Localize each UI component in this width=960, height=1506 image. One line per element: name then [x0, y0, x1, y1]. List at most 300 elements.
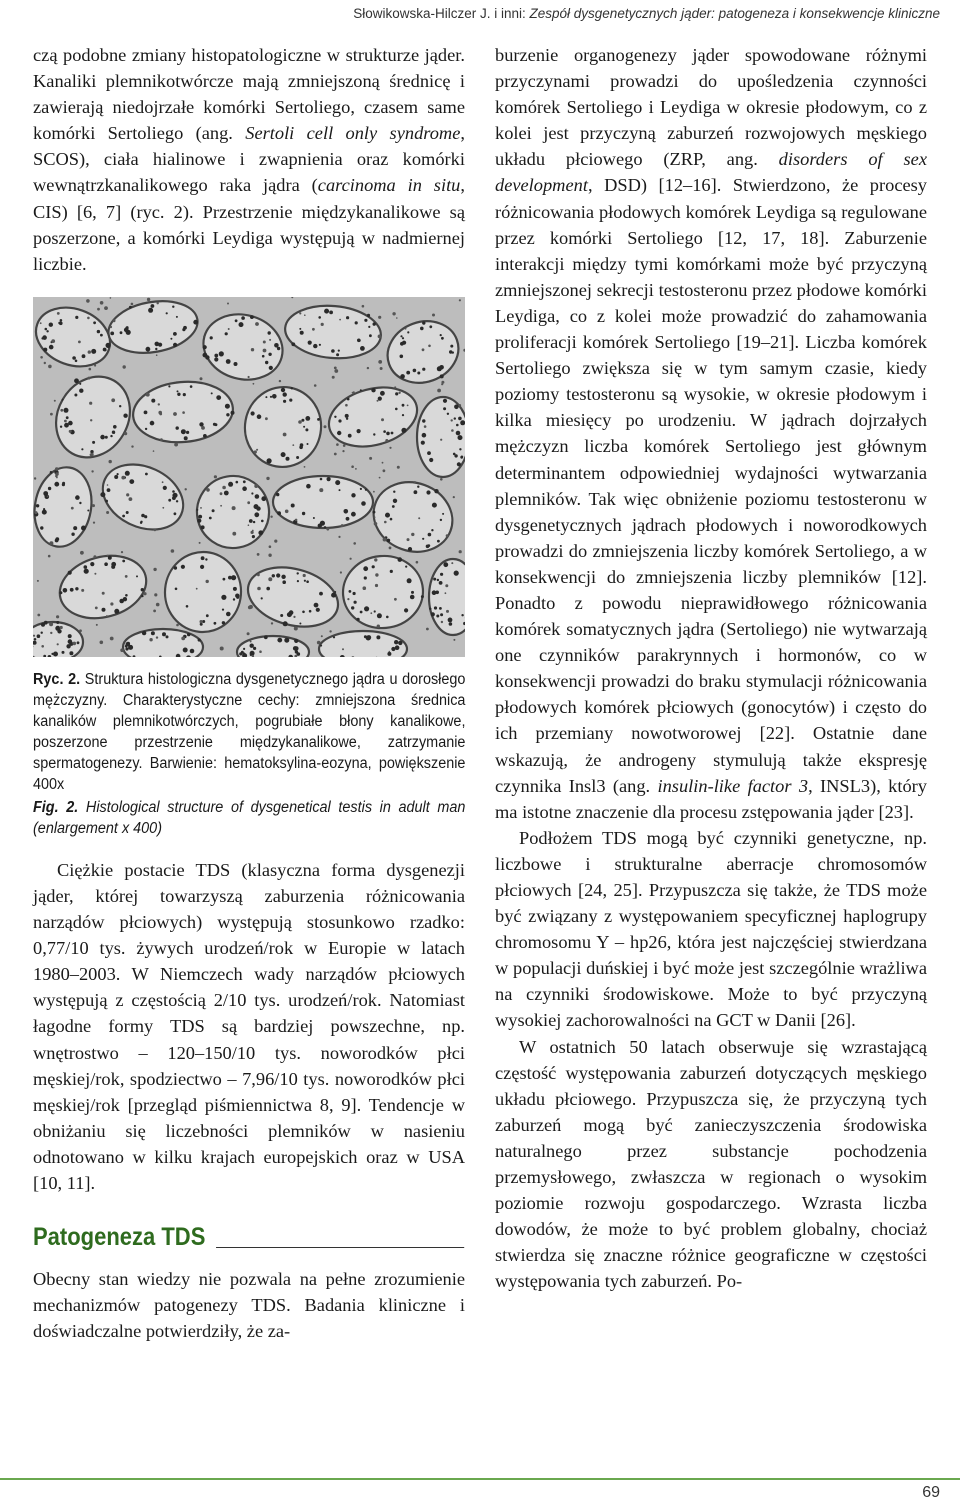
stroma-dot: [453, 639, 455, 641]
nucleus-dot: [200, 565, 204, 569]
nucleus-dot: [216, 395, 221, 400]
stroma-dot: [383, 537, 387, 541]
stroma-dot: [389, 546, 392, 549]
nucleus-dot: [198, 638, 201, 641]
nucleus-dot: [205, 355, 209, 359]
nucleus-dot: [360, 488, 362, 490]
nucleus-dot: [318, 316, 321, 319]
nucleus-dot: [199, 422, 203, 426]
nucleus-dot: [233, 598, 235, 600]
stroma-dot: [91, 470, 93, 472]
stroma-dot: [378, 316, 381, 319]
nucleus-dot: [428, 533, 432, 537]
nucleus-dot: [368, 326, 370, 328]
stroma-dot: [283, 432, 287, 436]
stroma-dot: [125, 575, 128, 578]
stroma-dot: [206, 488, 210, 492]
stroma-dot: [162, 481, 164, 483]
nucleus-dot: [440, 334, 442, 336]
nucleus-dot: [426, 490, 430, 494]
stroma-dot: [407, 538, 410, 541]
nucleus-dot: [252, 535, 255, 538]
stroma-dot: [451, 419, 453, 421]
nucleus-dot: [266, 587, 270, 591]
nucleus-dot: [174, 566, 177, 569]
nucleus-dot: [420, 326, 424, 330]
stroma-dot: [266, 477, 269, 480]
nucleus-dot: [461, 614, 463, 616]
stroma-dot: [326, 528, 329, 531]
nucleus-dot: [196, 509, 198, 511]
stroma-dot: [220, 492, 223, 495]
stroma-dot: [254, 450, 257, 453]
stroma-dot: [121, 476, 125, 480]
nucleus-dot: [225, 404, 230, 409]
nucleus-dot: [454, 404, 459, 409]
nucleus-dot: [422, 433, 427, 438]
nucleus-dot: [433, 577, 436, 580]
nucleus-dot: [183, 326, 187, 330]
stroma-dot: [86, 299, 90, 303]
nucleus-dot: [176, 426, 179, 429]
nucleus-dot: [351, 512, 356, 517]
nucleus-dot: [92, 441, 95, 444]
nucleus-dot: [448, 617, 453, 622]
stroma-dot: [104, 306, 108, 310]
nucleus-dot: [450, 344, 453, 347]
stroma-dot: [334, 452, 337, 455]
nucleus-dot: [372, 565, 375, 568]
nucleus-dot: [119, 599, 124, 604]
stroma-dot: [411, 533, 414, 536]
running-head-title: Zespół dysgenetycznych jąder: patogeneza i konsekwencje kliniczne: [529, 6, 940, 21]
stroma-dot: [257, 573, 260, 576]
stroma-dot: [293, 616, 295, 618]
nucleus-dot: [66, 644, 70, 648]
stroma-dot: [446, 534, 449, 537]
stroma-dot: [124, 432, 127, 435]
nucleus-dot: [440, 374, 444, 378]
stroma-dot: [441, 621, 443, 623]
nucleus-dot: [42, 335, 47, 340]
nucleus-dot: [294, 646, 298, 650]
stroma-dot: [232, 506, 236, 510]
nucleus-dot: [71, 532, 74, 535]
nucleus-dot: [41, 623, 45, 627]
nucleus-dot: [125, 326, 128, 329]
nucleus-dot: [257, 414, 262, 419]
nucleus-dot: [333, 636, 335, 638]
stroma-dot: [317, 641, 321, 645]
nucleus-dot: [203, 434, 207, 438]
nucleus-dot: [357, 429, 361, 433]
nucleus-dot: [84, 568, 89, 573]
nucleus-dot: [100, 435, 105, 440]
stroma-dot: [106, 511, 109, 514]
stroma-dot: [203, 335, 205, 337]
stroma-dot: [247, 632, 250, 635]
stroma-dot: [110, 636, 114, 640]
stroma-dot: [220, 646, 224, 650]
nucleus-dot: [385, 512, 390, 517]
stroma-dot: [89, 368, 92, 371]
nucleus-dot: [49, 345, 54, 350]
nucleus-dot: [454, 417, 456, 419]
nucleus-dot: [201, 556, 205, 560]
stroma-dot: [156, 354, 158, 356]
nucleus-dot: [307, 443, 309, 445]
nucleus-dot: [284, 638, 289, 643]
stroma-dot: [389, 651, 391, 653]
nucleus-dot: [367, 314, 370, 317]
nucleus-dot: [437, 579, 439, 581]
stroma-dot: [100, 301, 104, 305]
nucleus-dot: [449, 622, 453, 626]
nucleus-dot: [270, 396, 272, 398]
nucleus-dot: [75, 587, 78, 590]
nucleus-dot: [110, 435, 112, 437]
nucleus-dot: [53, 651, 58, 656]
nucleus-dot: [261, 597, 263, 599]
nucleus-dot: [255, 494, 260, 499]
stroma-dot: [345, 404, 348, 407]
stroma-dot: [437, 388, 441, 392]
nucleus-dot: [250, 643, 254, 647]
nucleus-dot: [282, 580, 286, 584]
nucleus-dot: [331, 592, 336, 597]
nucleus-dot: [200, 623, 203, 626]
nucleus-dot: [243, 648, 245, 650]
stroma-dot: [49, 541, 53, 545]
nucleus-dot: [458, 416, 462, 420]
stroma-dot: [126, 493, 129, 496]
stroma-dot: [80, 551, 84, 555]
stroma-dot: [340, 571, 342, 573]
stroma-dot: [375, 584, 378, 587]
stroma-dot: [182, 411, 185, 414]
section-heading-text: Patogeneza TDS: [33, 1223, 206, 1252]
left-paragraph-2: Ciężkie postacie TDS (klasyczna forma dysgenezji jąder, której towarzyszą zaburzenia różnicowania narządów płciowych) występują stosunkowo rzadko: 0,77/10 tys. żywych urodzeń/rok w Europie w latach 1980–2003. W Niemczech wady narządów płciowych występują z częstością 2/10 tys. urodzeń/rok. Natomiast łagodne formy TDS są bardziej powszechne, np. wnętrostwo – 120–150/10 tys. noworodków płci męskiej/rok, spodziectwo – 7,96/10 tys. noworodków płci męskiej/rok [przegląd piśmiennictwa 8, 9]. Tendencje w obniżaniu się liczebności plemników w nasieniu odnotowano w kilku krajach europejskich oraz w USA [10, 11].: [33, 859, 465, 1193]
nucleus-dot: [231, 411, 235, 415]
nucleus-dot: [314, 603, 319, 608]
stroma-dot: [50, 632, 52, 634]
nucleus-dot: [214, 622, 217, 625]
nucleus-dot: [109, 557, 111, 559]
nucleus-dot: [433, 591, 435, 593]
nucleus-dot: [113, 432, 115, 434]
stroma-dot: [199, 542, 201, 544]
nucleus-dot: [372, 510, 375, 513]
nucleus-dot: [177, 390, 179, 392]
stroma-dot: [129, 497, 133, 501]
nucleus-dot: [261, 519, 264, 522]
stroma-dot: [49, 622, 53, 626]
stroma-dot: [440, 438, 442, 440]
nucleus-dot: [456, 424, 459, 427]
nucleus-dot: [401, 428, 406, 433]
nucleus-dot: [441, 337, 444, 340]
nucleus-dot: [302, 610, 305, 613]
stroma-dot: [249, 605, 253, 609]
nucleus-dot: [398, 557, 403, 562]
stroma-dot: [33, 634, 35, 636]
stroma-dot: [369, 457, 372, 460]
nucleus-dot: [125, 471, 130, 476]
stroma-dot: [158, 403, 160, 405]
nucleus-dot: [256, 506, 260, 510]
nucleus-dot: [277, 638, 282, 643]
nucleus-dot: [166, 635, 169, 638]
stroma-dot: [100, 640, 104, 644]
stroma-dot: [78, 340, 81, 343]
nucleus-dot: [106, 343, 111, 348]
stroma-dot: [92, 504, 95, 507]
nucleus-dot: [283, 621, 288, 626]
stroma-dot: [304, 314, 306, 316]
stroma-dot: [93, 555, 96, 558]
nucleus-dot: [365, 488, 367, 490]
stroma-dot: [254, 484, 258, 488]
nucleus-dot: [402, 404, 405, 407]
stroma-dot: [332, 376, 335, 379]
nucleus-dot: [429, 607, 431, 609]
stroma-dot: [362, 305, 365, 308]
stroma-dot: [154, 528, 157, 531]
nucleus-dot: [407, 331, 409, 333]
nucleus-dot: [421, 440, 425, 444]
stroma-dot: [263, 348, 267, 352]
nucleus-dot: [215, 423, 218, 426]
nucleus-dot: [155, 348, 157, 350]
nucleus-dot: [386, 615, 389, 618]
stroma-dot: [375, 573, 378, 576]
stroma-dot: [227, 302, 229, 304]
nucleus-dot: [250, 654, 252, 656]
stroma-dot: [396, 317, 398, 319]
nucleus-dot: [198, 515, 202, 519]
nucleus-dot: [320, 644, 322, 646]
footer-rule: [0, 1478, 960, 1480]
nucleus-dot: [407, 578, 412, 583]
nucleus-dot: [172, 496, 176, 500]
nucleus-dot: [289, 398, 292, 401]
stroma-dot: [342, 450, 344, 452]
nucleus-dot: [168, 499, 171, 502]
stroma-dot: [41, 645, 44, 648]
stroma-dot: [89, 401, 92, 404]
nucleus-dot: [82, 354, 86, 358]
stroma-dot: [367, 367, 369, 369]
nucleus-dot: [75, 316, 78, 319]
nucleus-dot: [371, 388, 375, 392]
nucleus-dot: [383, 430, 386, 433]
stroma-dot: [159, 412, 162, 415]
stroma-dot: [174, 443, 178, 447]
stroma-dot: [389, 447, 391, 449]
nucleus-dot: [187, 633, 190, 636]
nucleus-dot: [64, 408, 69, 413]
nucleus-dot: [251, 411, 255, 415]
stroma-dot: [378, 334, 382, 338]
nucleus-dot: [460, 456, 463, 459]
stroma-dot: [392, 312, 395, 315]
nucleus-dot: [110, 331, 114, 335]
nucleus-dot: [265, 361, 268, 364]
nucleus-dot: [297, 580, 299, 582]
nucleus-dot: [395, 645, 400, 650]
nucleus-dot: [402, 414, 404, 416]
nucleus-dot: [291, 503, 295, 507]
nucleus-dot: [100, 334, 103, 337]
nucleus-dot: [172, 305, 174, 307]
nucleus-dot: [151, 304, 155, 308]
nucleus-dot: [400, 354, 404, 358]
stroma-dot: [156, 603, 160, 607]
nucleus-dot: [226, 359, 231, 364]
nucleus-dot: [119, 405, 121, 407]
nucleus-dot: [56, 621, 59, 624]
caption-text-en: Histological structure of dysgenetical testis in adult man (enlargement x 400): [33, 798, 466, 837]
stroma-dot: [149, 638, 152, 641]
nucleus-dot: [319, 592, 323, 596]
stroma-dot: [446, 610, 449, 613]
nucleus-dot: [181, 429, 186, 434]
nucleus-dot: [75, 359, 78, 362]
stroma-dot: [418, 517, 420, 519]
stroma-dot: [79, 629, 82, 632]
stroma-dot: [146, 392, 150, 396]
nucleus-dot: [300, 331, 304, 335]
nucleus-dot: [250, 315, 254, 319]
stroma-dot: [201, 426, 205, 430]
nucleus-dot: [434, 606, 437, 609]
nucleus-dot: [129, 479, 134, 484]
stroma-dot: [232, 532, 236, 536]
nucleus-dot: [214, 353, 218, 357]
stroma-dot: [54, 400, 56, 402]
nucleus-dot: [447, 412, 449, 414]
left-paragraph-3: Obecny stan wiedzy nie pozwala na pełne zrozumienie mechanizmów patogenezy TDS. Badania kliniczne i doświadczalne potwierdziły, że za-: [33, 1269, 465, 1342]
nucleus-dot: [413, 368, 417, 372]
nucleus-dot: [170, 338, 172, 340]
nucleus-dot: [190, 649, 195, 654]
stroma-dot: [269, 339, 271, 341]
nucleus-dot: [79, 502, 81, 504]
nucleus-dot: [55, 626, 60, 631]
nucleus-dot: [197, 518, 201, 522]
running-head: [353, 6, 940, 21]
nucleus-dot: [91, 349, 96, 354]
stroma-dot: [200, 507, 202, 509]
nucleus-dot: [443, 399, 447, 403]
nucleus-dot: [336, 353, 339, 356]
stroma-dot: [120, 648, 124, 652]
stroma-dot: [48, 555, 51, 558]
nucleus-dot: [136, 575, 138, 577]
nucleus-dot: [40, 526, 43, 529]
nucleus-dot: [141, 588, 144, 591]
nucleus-dot: [364, 576, 367, 579]
nucleus-dot: [102, 608, 106, 612]
nucleus-dot: [214, 357, 218, 361]
nucleus-dot: [429, 458, 433, 462]
nucleus-dot: [404, 608, 408, 612]
stroma-dot: [304, 466, 306, 468]
nucleus-dot: [406, 371, 410, 375]
nucleus-dot: [459, 448, 461, 450]
nucleus-dot: [226, 612, 231, 617]
nucleus-dot: [346, 417, 348, 419]
nucleus-dot: [378, 396, 382, 400]
stroma-dot: [251, 531, 254, 534]
nucleus-dot: [400, 335, 402, 337]
stroma-dot: [255, 322, 259, 326]
nucleus-dot: [62, 482, 65, 485]
nucleus-dot: [297, 572, 299, 574]
nucleus-dot: [107, 488, 111, 492]
stroma-dot: [153, 568, 156, 571]
nucleus-dot: [366, 635, 371, 640]
nucleus-dot: [151, 631, 155, 635]
nucleus-dot: [233, 587, 237, 591]
nucleus-dot: [268, 331, 271, 334]
nucleus-dot: [305, 428, 308, 431]
stroma-dot: [51, 339, 55, 343]
nucleus-dot: [348, 434, 352, 438]
stroma-dot: [34, 477, 36, 479]
nucleus-dot: [114, 475, 118, 479]
nucleus-dot: [253, 521, 255, 523]
stroma-dot: [380, 367, 383, 370]
nucleus-dot: [168, 385, 170, 387]
stroma-dot: [214, 475, 217, 478]
stroma-dot: [405, 327, 407, 329]
nucleus-dot: [97, 330, 100, 333]
stroma-dot: [350, 557, 352, 559]
nucleus-dot: [222, 608, 224, 610]
stroma-dot: [343, 444, 346, 447]
stroma-dot: [416, 561, 419, 564]
stroma-dot: [445, 584, 448, 587]
nucleus-dot: [211, 392, 213, 394]
nucleus-dot: [364, 606, 369, 611]
nucleus-dot: [361, 501, 366, 506]
nucleus-dot: [346, 316, 349, 319]
nucleus-dot: [335, 480, 340, 485]
nucleus-dot: [184, 436, 188, 440]
stroma-dot: [441, 383, 443, 385]
nucleus-dot: [391, 431, 394, 434]
nucleus-dot: [206, 614, 209, 617]
nucleus-dot: [440, 573, 443, 576]
stroma-dot: [56, 615, 59, 618]
nucleus-dot: [380, 391, 385, 396]
nucleus-dot: [426, 544, 430, 548]
caption-text-pl: Struktura histologiczna dysgenetycznego jądra u dorosłego mężczyzny. Charakterystyczne cechy: zmniejszona średnica kanalików plemnikotwórczych, pogrubiałe błony kanalikowe, poszerzone przestrzenie międzykanalikowe, zatrzymanie spermatogenezy. Barwienie: hematoksylina-eozyna, powiększenie 400x: [33, 670, 466, 793]
nucleus-dot: [126, 511, 129, 514]
nucleus-dot: [286, 457, 290, 461]
nucleus-dot: [226, 413, 229, 416]
nucleus-dot: [272, 574, 275, 577]
nucleus-dot: [72, 356, 76, 360]
nucleus-dot: [74, 378, 79, 383]
stroma-dot: [157, 302, 159, 304]
nucleus-dot: [296, 456, 299, 459]
nucleus-dot: [261, 496, 266, 501]
stroma-dot: [407, 404, 409, 406]
nucleus-dot: [400, 342, 404, 346]
nucleus-dot: [104, 348, 107, 351]
